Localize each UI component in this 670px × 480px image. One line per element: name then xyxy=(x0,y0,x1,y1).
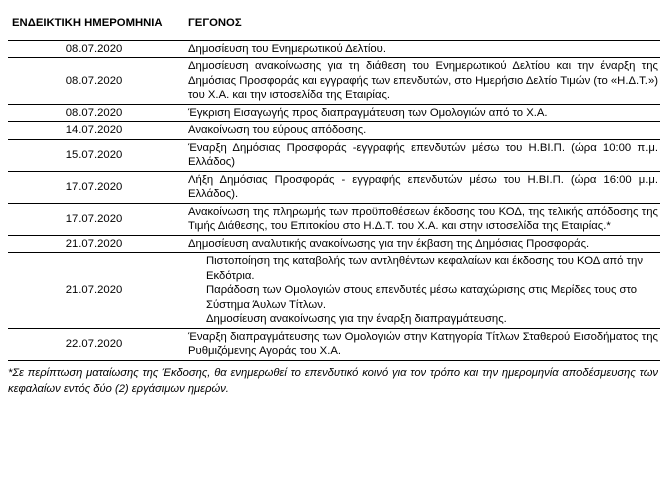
table-row xyxy=(8,253,660,329)
event-text: Έγκριση Εισαγωγής προς διαπραγμάτευση των Ομολογιών από το Χ.Α. xyxy=(188,106,548,119)
row-date: 08.07.2020 xyxy=(8,58,186,105)
table-row xyxy=(8,203,660,235)
table-row xyxy=(8,40,660,58)
row-event xyxy=(186,104,660,122)
header-date: ΕΝΔΕΙΚΤΙΚΗ ΗΜΕΡΟΜΗΝΙΑ xyxy=(8,6,186,40)
table-row xyxy=(8,58,660,105)
row-date: 22.07.2020 xyxy=(8,328,186,360)
row-event xyxy=(186,40,660,58)
row-event xyxy=(186,171,660,203)
row-date: 14.07.2020 xyxy=(8,122,186,140)
row-event xyxy=(186,58,660,105)
event-text: Ανακοίνωση της πληρωμής των προϋποθέσεων έκδοσης του ΚΟΔ, της τελικής απόδοσης της Τιμής Διάθεσης, του Επιτοκίου στο Η.Δ.Τ. του Χ.Α. και στην ιστοσελίδα της Εταιρίας.* xyxy=(188,205,658,232)
event-text: Δημοσίευση ανακοίνωσης για την έναρξη διαπραγμάτευσης. xyxy=(206,313,507,325)
table-row xyxy=(8,171,660,203)
row-event xyxy=(186,253,660,329)
document-page xyxy=(8,6,660,397)
event-text: Πιστοποίηση της καταβολής των αντληθέντων κεφαλαίων και έκδοσης του ΚΟΔ από την Εκδότρια. xyxy=(206,255,643,282)
row-event xyxy=(186,328,660,360)
row-date: 08.07.2020 xyxy=(8,104,186,122)
row-event xyxy=(186,235,660,253)
timetable xyxy=(8,6,660,361)
event-text: Λήξη Δημόσιας Προσφοράς - εγγραφής επενδυτών μέσω του Η.ΒΙ.Π. (ώρα 16:00 μ.μ. Ελλάδος). xyxy=(188,173,658,200)
table-row xyxy=(8,139,660,171)
table-header-row xyxy=(8,6,660,40)
table-row xyxy=(8,122,660,140)
row-date: 17.07.2020 xyxy=(8,171,186,203)
event-text: Δημοσίευση ανακοίνωσης για τη διάθεση του Ενημερωτικού Δελτίου και την έναρξη της Δημόσιας Προσφοράς και εγγραφής των επενδυτών, στο Ημερήσιο Δελτίο Τιμών (το «Η.Δ.Τ.») του Χ.Α. και την ιστοσελίδα της Εταιρίας. xyxy=(188,60,658,101)
row-event xyxy=(186,203,660,235)
row-date: 21.07.2020 xyxy=(8,253,186,329)
row-date: 17.07.2020 xyxy=(8,203,186,235)
event-text: Ανακοίνωση του εύρους απόδοσης. xyxy=(188,124,367,136)
table-row xyxy=(8,235,660,253)
row-date: 08.07.2020 xyxy=(8,40,186,58)
header-event: ΓΕΓΟΝΟΣ xyxy=(186,6,660,40)
table-row xyxy=(8,104,660,122)
event-text: Έναρξη Δημόσιας Προσφοράς -εγγραφής επενδυτών μέσω του Η.ΒΙ.Π. (ώρα 10:00 π.μ. Ελλάδος) xyxy=(188,141,658,168)
footnote: *Σε περίπτωση ματαίωσης της Έκδοσης, θα ενημερωθεί το επενδυτικό κοινό για τον τρόπο και την ημερομηνία αποδέσμευσης των κεφαλαίων εντός δύο (2) εργάσιμων ημερών. xyxy=(8,366,658,395)
table-row xyxy=(8,328,660,360)
event-text: Δημοσίευση του Ενημερωτικού Δελτίου. xyxy=(188,42,386,55)
event-text: Δημοσίευση αναλυτικής ανακοίνωσης για την έκβαση της Δημόσιας Προσφοράς. xyxy=(188,237,590,250)
row-event xyxy=(186,139,660,171)
row-date: 15.07.2020 xyxy=(8,139,186,171)
event-text: Έναρξη διαπραγμάτευσης των Ομολογιών στην Κατηγορία Τίτλων Σταθερού Εισοδήματος της Ρυθμιζόμενης Αγοράς του Χ.Α. xyxy=(188,330,658,357)
row-date: 21.07.2020 xyxy=(8,235,186,253)
event-text: Παράδοση των Ομολογιών στους επενδυτές μέσω καταχώρισης στις Μερίδες τους στο Σύστημα Άυλων Τίτλων. xyxy=(206,284,638,311)
row-event xyxy=(186,122,660,140)
